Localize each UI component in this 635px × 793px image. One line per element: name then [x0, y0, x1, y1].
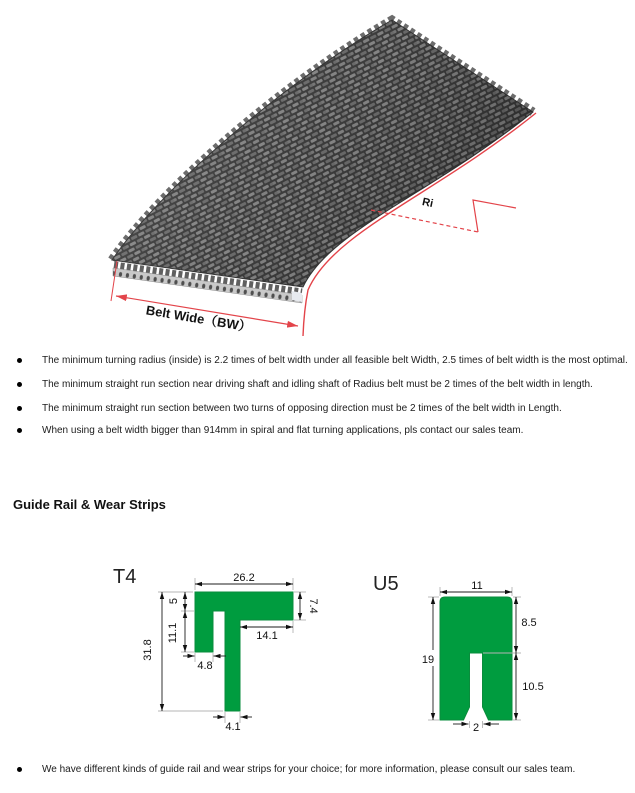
u5-dim-upper: 8.5: [521, 617, 537, 629]
bullet-text: When using a belt width bigger than 914mm in spiral and flat turning applications, pls contact our sales team.: [42, 425, 524, 436]
u5-dim-top-width: 11: [471, 580, 483, 592]
section-heading: Guide Rail & Wear Strips: [13, 497, 166, 512]
bullet-text: The minimum straight run section between two turns of opposing direction must be 2 times of the belt width in Length.: [42, 403, 562, 414]
t4-profile: [195, 592, 293, 711]
t4-dim-top-width: 26.2: [233, 572, 255, 584]
u5-label: U5: [373, 573, 399, 595]
t4-label: T4: [113, 566, 137, 588]
bullet-text: The minimum turning radius (inside) is 2.2 times of belt width under all feasible belt Width, 2.5 times of belt width is the most optimal.: [42, 355, 628, 366]
bullet-dot: [17, 406, 22, 411]
u5-profile: [440, 597, 512, 720]
t4-dim-leg-height: 11.1: [167, 622, 179, 644]
belt-width-label: Belt Wide（BW）: [144, 302, 253, 335]
radius-dashed-line: [371, 210, 478, 232]
t4-dim-total-height: 31.8: [142, 639, 154, 661]
bullet-dot: [17, 382, 22, 387]
t4-dim-right-run: 14.1: [256, 630, 278, 642]
bullet-dot: [17, 428, 22, 433]
bullet-dot: [17, 358, 22, 363]
t4-dim-stem-width: 4.1: [225, 721, 241, 733]
t4-dim-notch-depth: 5: [168, 597, 180, 605]
t4-dim-bar-height: 7.4: [307, 598, 319, 614]
radius-zigzag-line: [473, 200, 516, 232]
u5-drawing: [355, 555, 605, 745]
bullet-text: The minimum straight run section near driving shaft and idling shaft of Radius belt must be 2 times of the belt width in length.: [42, 379, 593, 390]
u5-dim-height: 19: [421, 654, 435, 666]
u5-dim-slot: 2: [472, 722, 480, 734]
t4-dim-leg-width: 4.8: [197, 660, 213, 672]
bullet-text: We have different kinds of guide rail and wear strips for your choice; for more information, please consult our sales team.: [42, 764, 576, 775]
u5-dim-lower: 10.5: [522, 681, 544, 693]
t4-drawing: [100, 555, 345, 745]
bullet-dot: [17, 767, 22, 772]
radius-label: Ri: [420, 196, 435, 211]
belt-illustration: [0, 0, 635, 350]
